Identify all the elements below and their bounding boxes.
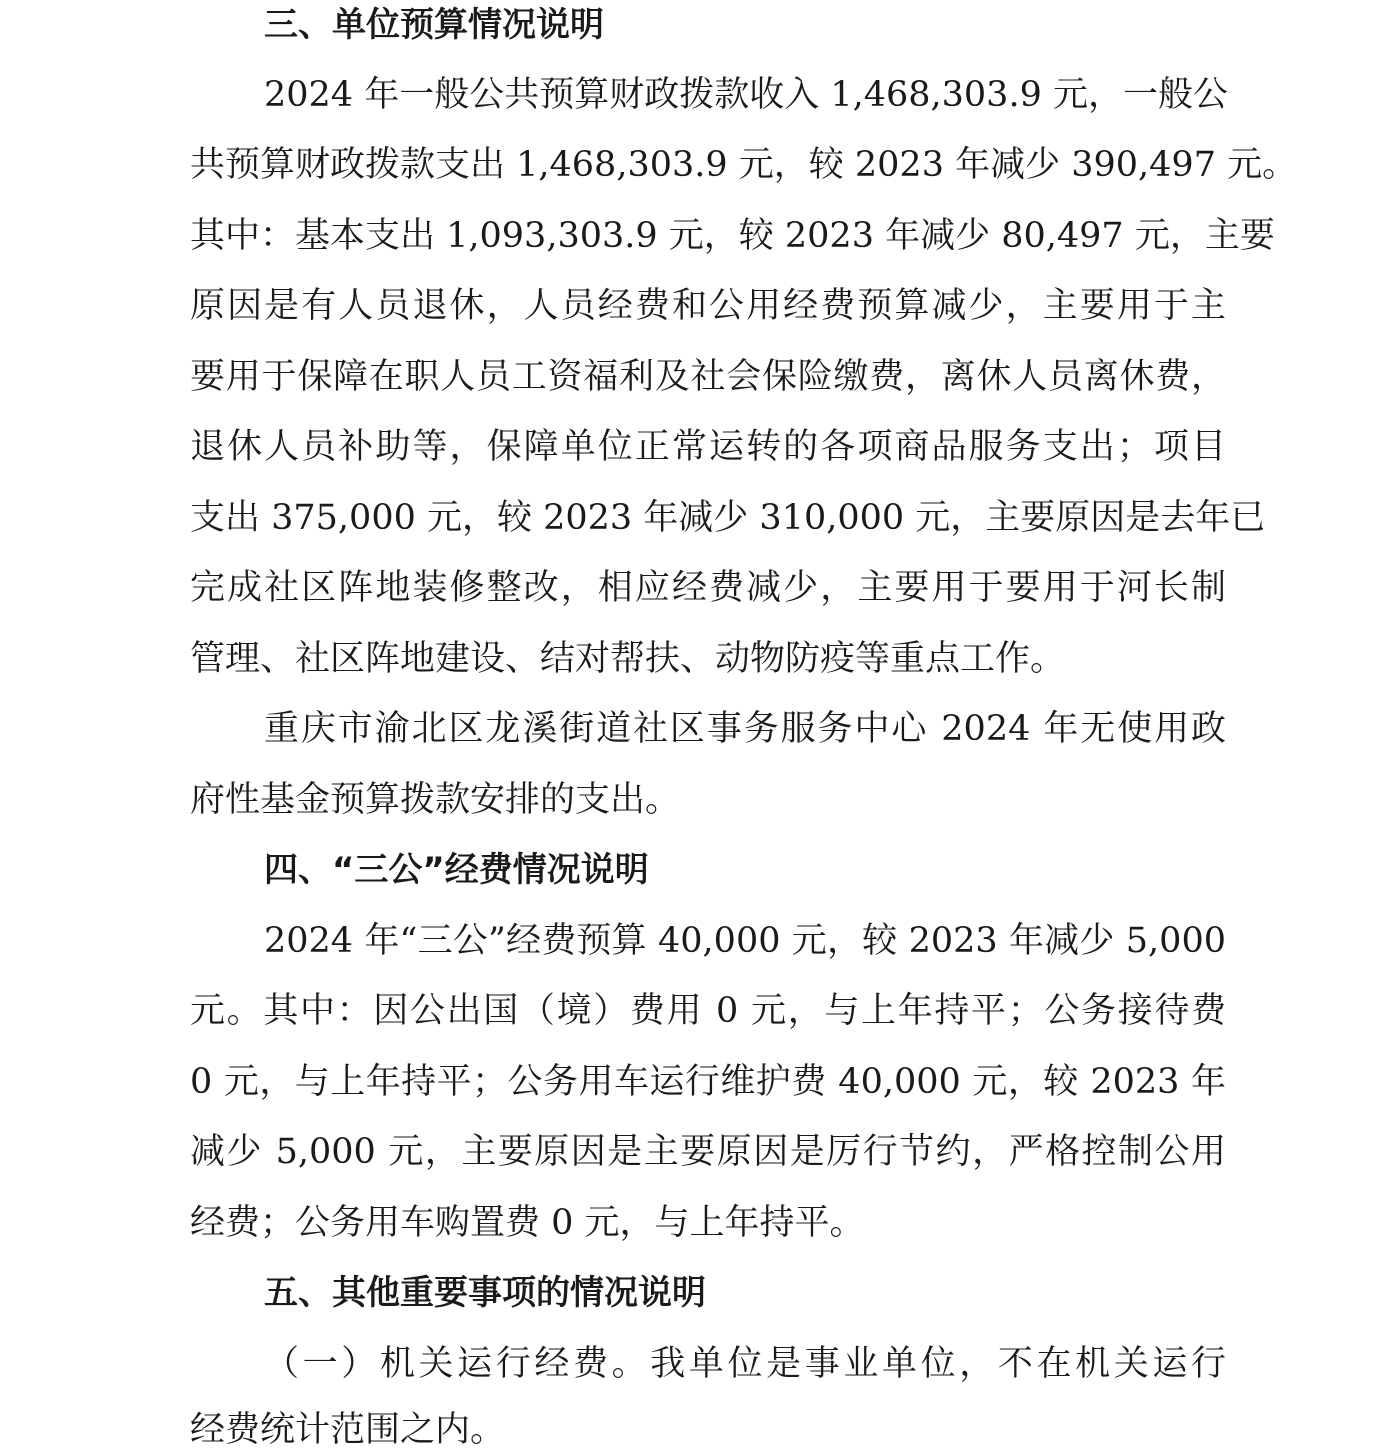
paragraph-line: 经费统计范围之内。 [190,1410,506,1450]
section-3-heading: 三、单位预算情况说明 [264,5,604,45]
paragraph-line: 管理、社区阵地建设、结对帮扶、动物防疫等重点工作。 [190,639,1066,679]
section-5-heading: 五、其他重要事项的情况说明 [264,1273,706,1313]
paragraph-line: 完成社区阵地装修整改，相应经费减少，主要用于要用于河长制 [190,568,1226,608]
paragraph-line: 减少 5,000 元，主要原因是主要原因是厉行节约，严格控制公用 [190,1132,1226,1172]
paragraph-line: 2024 年“三公”经费预算 40,000 元，较 2023 年减少 5,000 [264,921,1226,961]
paragraph-line: 经费；公务用车购置费 0 元，与上年持平。 [190,1203,865,1243]
paragraph-line: 0 元，与上年持平；公务用车运行维护费 40,000 元，较 2023 年 [190,1062,1226,1102]
paragraph-line: 原因是有人员退休，人员经费和公用经费预算减少，主要用于主 [190,286,1226,326]
paragraph-line: 其中：基本支出 1,093,303.9 元，较 2023 年减少 80,497 元，主要 [190,216,1275,256]
paragraph-line: 府性基金预算拨款安排的支出。 [190,780,681,820]
paragraph-line: 要用于保障在职人员工资福利及社会保险缴费，离休人员离休费， [190,357,1226,397]
paragraph-line: 元。其中：因公出国（境）费用 0 元，与上年持平；公务接待费 [190,991,1226,1031]
paragraph-line: 退休人员补助等，保障单位正常运转的各项商品服务支出；项目 [190,427,1226,467]
section-4-heading: 四、“三公”经费情况说明 [264,850,649,890]
paragraph-line: 2024 年一般公共预算财政拨款收入 1,468,303.9 元，一般公 [264,75,1228,115]
paragraph-line: 支出 375,000 元，较 2023 年减少 310,000 元，主要原因是去年已 [190,498,1266,538]
paragraph-line: 共预算财政拨款支出 1,468,303.9 元，较 2023 年减少 390,497 元。 [190,145,1298,185]
paragraph-line: 重庆市渝北区龙溪街道社区事务服务中心 2024 年无使用政 [264,709,1226,749]
paragraph-line: （一）机关运行经费。我单位是事业单位，不在机关运行 [264,1344,1226,1384]
